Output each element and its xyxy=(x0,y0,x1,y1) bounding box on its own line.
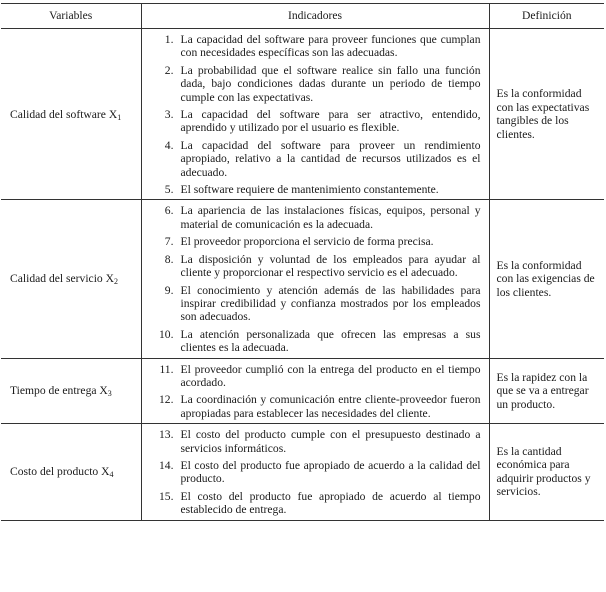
indicator-text: El costo del producto fue apropiado de acuerdo al tiempo establecido de entrega. xyxy=(180,489,481,517)
indicator-number: 9. xyxy=(164,283,174,297)
indicator-number: 4. xyxy=(164,138,174,152)
indicators-cell xyxy=(141,424,489,520)
table-row xyxy=(1,29,604,200)
indicator-item xyxy=(142,183,481,196)
indicator-number: 10. xyxy=(159,327,174,341)
indicator-item xyxy=(142,459,481,486)
header-definicion: Definición xyxy=(489,4,604,29)
variable-label: Costo del producto X xyxy=(10,465,110,479)
indicator-text: La atención personalizada que ofrecen las empresas a sus clientes es la adecuada. xyxy=(180,327,481,355)
indicator-item xyxy=(142,328,481,355)
indicator-item xyxy=(142,363,481,390)
indicator-item xyxy=(142,204,481,231)
indicator-text: La apariencia de las instalaciones físicas, equipos, personal y material de comunicación es la adecuada. xyxy=(180,204,481,231)
indicator-number: 15. xyxy=(159,489,174,503)
indicators-cell xyxy=(141,29,489,200)
indicator-item xyxy=(142,108,481,135)
indicator-number: 2. xyxy=(164,63,174,77)
indicator-number: 13. xyxy=(159,428,174,442)
indicator-number: 12. xyxy=(159,393,174,407)
variable-cell xyxy=(1,29,141,200)
indicator-item xyxy=(142,428,481,455)
table-row xyxy=(1,424,604,520)
indicator-text: La capacidad del software para proveer un rendimiento apropiado, relativo a la cantidad de recursos utilizados es el adecuado. xyxy=(180,138,481,179)
variables-table xyxy=(1,3,604,521)
indicator-number: 11. xyxy=(159,362,174,376)
table-row xyxy=(1,358,604,424)
indicator-item xyxy=(142,235,481,248)
indicator-text: La probabilidad que el software realice sin fallo una función dada, bajo condiciones dadas durante un periodo de tiempo cumple con las expectativas. xyxy=(180,63,481,104)
indicator-number: 3. xyxy=(164,108,174,122)
definition-cell: Es la rapidez con la que se va a entregar un producto. xyxy=(489,358,604,424)
table-row xyxy=(1,200,604,358)
indicator-number: 8. xyxy=(164,252,174,266)
header-variables: Variables xyxy=(1,4,141,29)
indicator-text: El software requiere de mantenimiento constantemente. xyxy=(180,183,439,197)
variable-subscript: 2 xyxy=(114,277,118,287)
indicator-text: La capacidad del software para proveer funciones que cumplan con necesidades específicas son las adecuadas. xyxy=(180,33,481,60)
variable-label: Calidad del servicio X xyxy=(10,272,114,286)
indicator-item xyxy=(142,393,481,420)
indicator-number: 14. xyxy=(159,458,174,472)
variable-cell xyxy=(1,358,141,424)
indicator-number: 1. xyxy=(164,33,174,46)
indicator-number: 5. xyxy=(164,183,174,197)
indicator-text: La coordinación y comunicación entre cliente-proveedor fueron apropiadas para establecer las necesidades del cliente. xyxy=(180,393,481,420)
indicator-item xyxy=(142,33,481,60)
variable-subscript: 4 xyxy=(109,470,114,480)
indicators-cell xyxy=(141,200,489,358)
indicator-text: El proveedor cumplió con la entrega del producto en el tiempo acordado. xyxy=(180,362,481,389)
indicator-text: El costo del producto fue apropiado de acuerdo a la calidad del producto. xyxy=(180,458,481,486)
indicator-text: La disposición y voluntad de los empleados para ayudar al cliente y proporcionar el respectivo servicio es el adecuado. xyxy=(180,252,481,280)
definition-cell: Es la conformidad con las exigencias de los clientes. xyxy=(489,200,604,358)
table-header xyxy=(1,4,604,29)
header-indicadores: Indicadores xyxy=(141,4,489,29)
indicator-text: El conocimiento y atención además de las habilidades para inspirar credibilidad y confianza mostrados por los empleados son adecuados. xyxy=(180,283,481,324)
variable-label: Tiempo de entrega X xyxy=(10,384,108,398)
indicator-item xyxy=(142,284,481,324)
definition-cell: Es la cantidad económica para adquirir productos y servicios. xyxy=(489,424,604,520)
indicator-item xyxy=(142,253,481,280)
variable-cell xyxy=(1,424,141,520)
indicator-item xyxy=(142,139,481,179)
definition-cell: Es la conformidad con las expectativas tangibles de los clientes. xyxy=(489,29,604,200)
indicator-item xyxy=(142,64,481,104)
variable-label: Calidad del software X xyxy=(10,107,118,121)
table-body xyxy=(1,29,604,521)
variable-subscript: 3 xyxy=(107,389,112,399)
indicator-text: La capacidad del software para ser atractivo, entendido, aprendido y utilizado por el usuario es flexible. xyxy=(180,108,481,135)
indicator-number: 7. xyxy=(164,235,174,249)
indicators-cell xyxy=(141,358,489,424)
variable-cell xyxy=(1,200,141,358)
variable-subscript: 1 xyxy=(117,112,122,122)
indicator-item xyxy=(142,490,481,517)
indicator-text: El proveedor proporciona el servicio de forma precisa. xyxy=(180,235,434,249)
indicator-text: El costo del producto cumple con el presupuesto destinado a servicios informáticos. xyxy=(180,428,481,455)
indicator-number: 6. xyxy=(164,204,174,218)
